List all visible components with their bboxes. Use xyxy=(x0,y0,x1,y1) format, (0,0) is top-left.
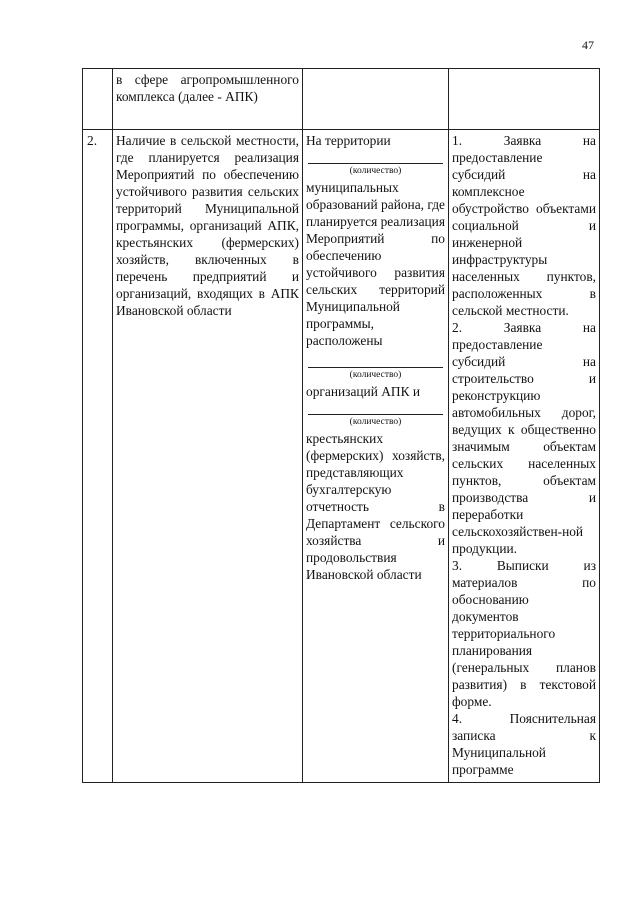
blank-fill-line xyxy=(308,400,443,415)
value-line-start: На территории xyxy=(306,133,391,148)
document-item: 1. Заявка на предоставление субсидий на комплексное обустройство объектами социальной и инженерной инфраструктуры населенных пунктов, расположенных в сельской местности. xyxy=(452,133,596,318)
blank-fill-line xyxy=(308,353,443,368)
criteria-table xyxy=(82,68,600,783)
document-item: 2. Заявка на предоставление субсидий на строительство и реконструкцию автомобильных дорог, ведущих к общественно значимым объектам сельских населенных пунктов, объектам производства и переработки сельскохозяйствен-ной продукции. xyxy=(452,320,596,556)
quantity-note: (количество) xyxy=(349,417,402,427)
criteria-cell xyxy=(113,130,303,783)
quantity-note: (количество) xyxy=(349,166,402,176)
documents-cell xyxy=(449,69,600,130)
value-text: муниципальных образований района, где планируется реализация Мероприятий по обеспечению устойчивого развития сельских территорий Муниципальной программы, расположены xyxy=(306,180,446,348)
number-cell xyxy=(83,130,113,783)
blank-fill-line xyxy=(308,149,443,164)
quantity-note: (количество) xyxy=(349,370,402,380)
criteria-cell xyxy=(113,69,303,130)
value-cell xyxy=(303,69,449,130)
document-item: 3. Выписки из материалов по обоснованию документов территориального планирования (генеральных планов развития) в текстовой форме. xyxy=(452,558,596,709)
criteria-text: Наличие в сельской местности, где планируется реализация Мероприятий по обеспечению устойчивого развития сельских территорий Муниципальной программы, организаций АПК, крестьянских (фермерских) хозяйств, включенных в перечень предприятий и организаций, входящих в АПК Ивановской области xyxy=(116,133,299,318)
row-number: 2. xyxy=(87,133,98,148)
table-row xyxy=(83,130,600,783)
value-text: организаций АПК и xyxy=(306,384,421,399)
value-text: крестьянских (фермерских) хозяйств, представляющих бухгалтерскую отчетность в Департамент сельского хозяйства и продовольствия Ивановской области xyxy=(306,431,445,582)
number-cell xyxy=(83,69,113,130)
documents-cell xyxy=(449,130,600,783)
page-number: 47 xyxy=(582,38,594,52)
value-cell xyxy=(303,130,449,783)
table-row xyxy=(83,69,600,130)
criteria-text: в сфере агропромышленного комплекса (далее - АПК) xyxy=(116,72,299,104)
document-item: 4. Пояснительная записка к Муниципальной программе xyxy=(452,711,596,777)
